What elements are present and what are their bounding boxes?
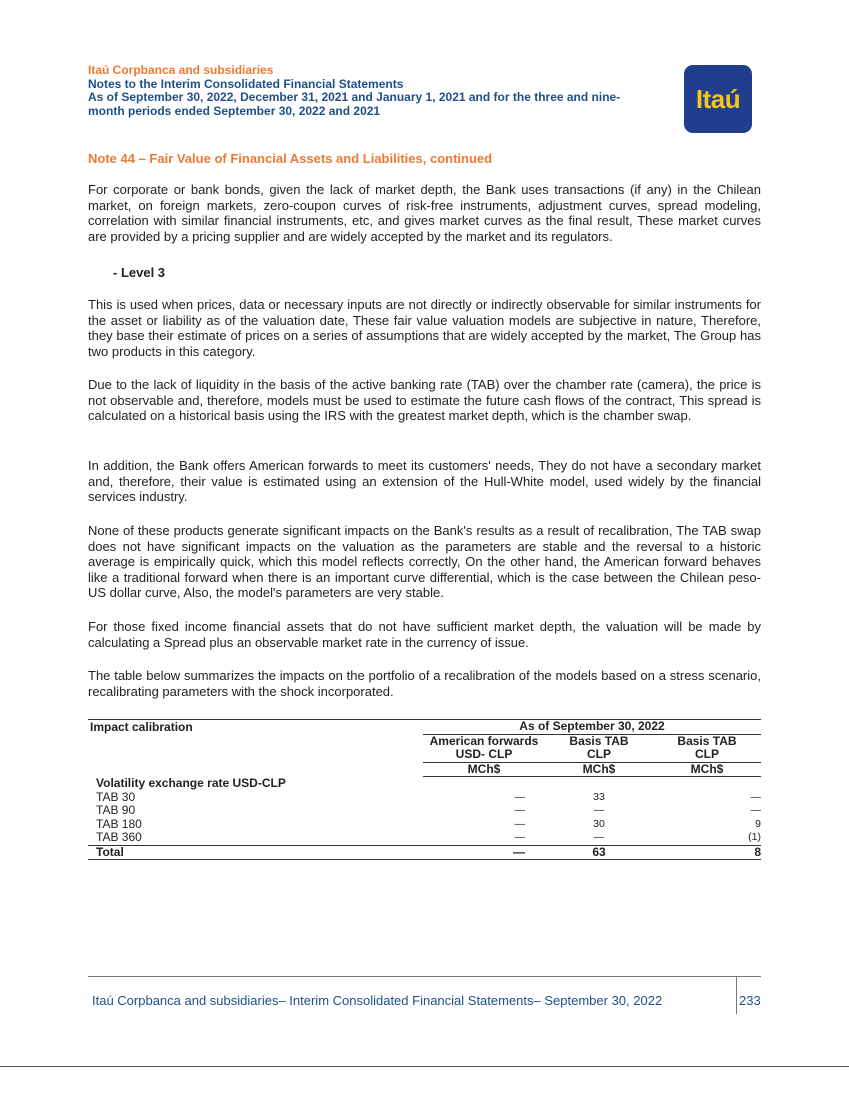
header-line-2: As of September 30, 2022, December 31, 2021 and January 1, 2021 and for the three and nine-	[88, 90, 621, 104]
paragraph-level-3: This is used when prices, data or necessary inputs are not directly or indirectly observable for similar instruments for the asset or liability as of the valuation date, These fair value valuation models are subjective in nature, Therefore, they base their estimate of prices on a series of assumptions that are widely accepted by the market, The Group has two products in this category.	[88, 297, 761, 359]
document-header	[88, 64, 658, 118]
col-american-forwards: American forwards USD- CLP	[429, 733, 539, 761]
table-column-headers	[88, 734, 761, 762]
paragraph-tab-liquidity: Due to the lack of liquidity in the basis of the active banking rate (TAB) over the chamber rate (camera), the price is not observable and, therefore, models must be used to estimate the future cash flows of the contract, This spread is calculated on a historical basis using the IRS with the greatest market depth, which is the chamber swap.	[88, 377, 761, 423]
paragraph-american-forwards: In addition, the Bank offers American forwards to meet its customers' needs, They do not have a secondary market and, therefore, their value is estimated using an extension of the Hull-White model, used widely by the financial services industry.	[88, 458, 761, 504]
page-bottom-divider	[0, 1066, 849, 1067]
table-header-row	[88, 720, 761, 735]
note-title: Note 44 – Fair Value of Financial Assets and Liabilities, continued	[88, 151, 493, 166]
table-section-row	[88, 777, 761, 791]
impact-calibration-table	[88, 719, 761, 860]
level-3-heading: - Level 3	[113, 265, 166, 280]
table-row: TAB 30 — 33 —	[96, 789, 761, 804]
header-line-1: Notes to the Interim Consolidated Financial Statements	[88, 76, 404, 91]
paragraph-table-intro: The table below summarizes the impacts on the portfolio of a recalibration of the models based on a stress scenario, recalibrating parameters with the shock incorporated.	[88, 668, 761, 699]
col-basis-tab-2: Basis TAB CLP	[677, 733, 737, 761]
footer-text: Itaú Corpbanca and subsidiaries– Interim Consolidated Financial Statements– September 30, 2022	[92, 993, 663, 1008]
col-basis-tab-1: Basis TAB CLP	[569, 733, 629, 761]
paragraph-recalibration: None of these products generate significant impacts on the Bank's results as a result of recalibration, The TAB swap does not have significant impacts on the valuation as the parameters are stable and the reversal to a historic average is empirically quick, which this model reflects correctly, On the other hand, the American forward behaves like a traditional forward when there is an important curve differential, which is the case between the Chilean peso-US dollar curve, Also, the model's parameters are very stable.	[88, 523, 761, 600]
table-period: As of September 30, 2022	[423, 720, 761, 735]
header-line-3: month periods ended September 30, 2022 and 2021	[88, 103, 381, 118]
footer-divider	[88, 976, 761, 977]
unit-label: MCh$	[423, 762, 545, 777]
unit-label: MCh$	[545, 762, 653, 777]
table-unit-row	[88, 762, 761, 777]
footer-page-separator	[736, 976, 737, 1014]
table-total-row: Total — 63 8	[88, 845, 761, 860]
unit-label: MCh$	[653, 762, 761, 777]
section-label: Volatility exchange rate USD-CLP	[96, 776, 286, 790]
company-name: Itaú Corpbanca and subsidiaries	[88, 63, 274, 77]
table-title: Impact calibration	[88, 720, 423, 735]
itau-logo	[684, 65, 752, 133]
table-row: TAB 180 — 30 9	[96, 816, 761, 831]
paragraph-fixed-income: For those fixed income financial assets that do not have sufficient market depth, the valuation will be made by calculating a Spread plus an observable market rate in the currency of issue.	[88, 619, 761, 650]
logo-text: Itaú	[695, 83, 741, 114]
page-number: 233	[739, 993, 761, 1008]
table-row: TAB 90 — — —	[96, 803, 761, 817]
paragraph-corporate-bonds: For corporate or bank bonds, given the lack of market depth, the Bank uses transactions (if any) in the Chilean market, on foreign markets, zero-coupon curves of risk-free instruments, adjustment curves, spread modeling, correlation with similar financial instruments, etc, and gives market curves as the final result, These market curves are provided by a pricing supplier and are widely accepted by the market and its regulators.	[88, 182, 761, 244]
table-row: TAB 360 — — (1)	[96, 830, 761, 844]
